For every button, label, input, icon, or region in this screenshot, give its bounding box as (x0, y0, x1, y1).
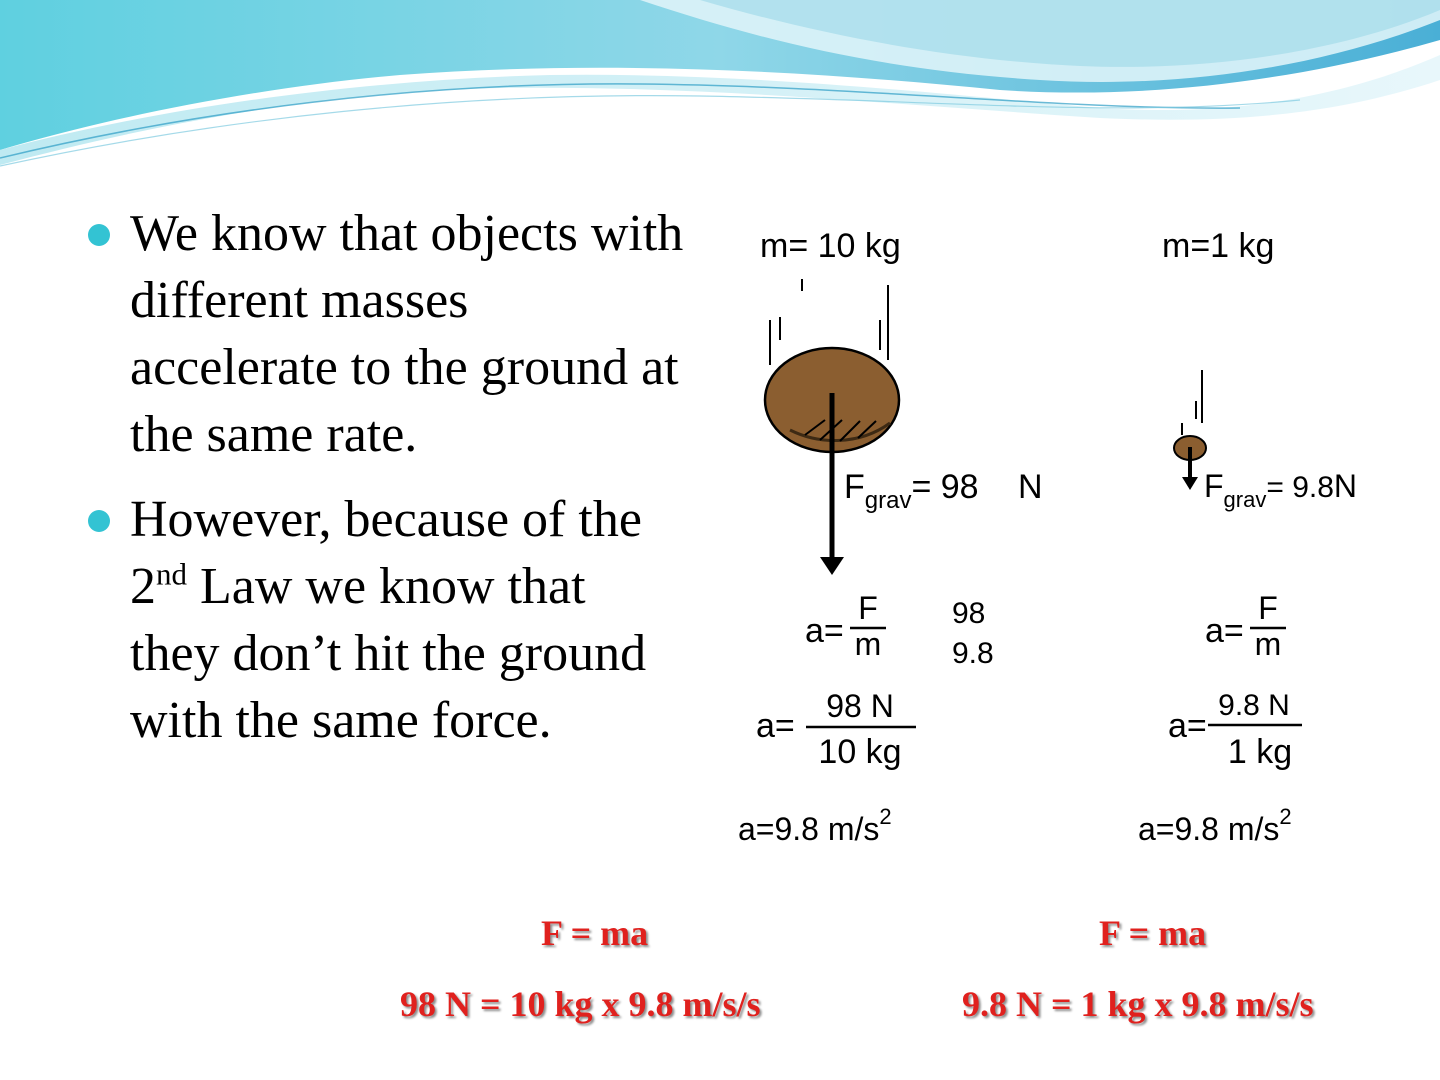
right-substitution-numerator: 9.8 N (1218, 689, 1290, 722)
small-rock-icon (1174, 370, 1206, 460)
left-result: a=9.8 $m/s^2$ (738, 804, 892, 847)
left-formula-lhs: a= (805, 612, 844, 650)
right-equation-title: F = ma (1099, 913, 1207, 953)
left-substitution-lhs: a= (756, 707, 795, 745)
right-substitution-denominator: 1 kg (1227, 733, 1293, 771)
right-mass-label: m=1 kg (1162, 227, 1275, 265)
right-formula-lhs: a= (1205, 612, 1244, 650)
left-equation-title: F = ma (541, 913, 649, 953)
superscript-nd: nd (156, 556, 187, 592)
left-side-numerator: 98 (952, 597, 986, 630)
right-formula-numerator: F (1258, 590, 1278, 626)
bullet-list (88, 200, 697, 754)
left-substitution-numerator: 98 N (826, 688, 894, 724)
right-formula-denominator: m (1254, 626, 1282, 662)
bullet-item (88, 200, 697, 468)
bullet-text-end: Law we know that they don’t hit the ground with the same force. (130, 558, 660, 749)
right-result: a=9.8 $m/s^2$ (1138, 804, 1292, 847)
bullet-text: We know that objects with different masses accelerate to the ground at the same rate. (130, 205, 697, 463)
left-substitution-denominator: 10 kg (818, 733, 902, 771)
right-force-label: $F_{grav}= 9.8N$ (1204, 468, 1358, 512)
falling-rocks-diagram (720, 195, 1380, 865)
left-force-label: $F_{grav}= 98$ (844, 468, 979, 514)
left-force-unit: N (1018, 468, 1043, 506)
right-equation-values: 9.8 N = 1 kg x 9.8 m/s/s (962, 984, 1314, 1024)
bullet-dot-icon (88, 510, 110, 532)
header-wave-decoration (0, 0, 1440, 180)
right-substitution-lhs: a= (1168, 707, 1207, 745)
left-mass-label: m= 10 kg (760, 227, 901, 265)
left-equation-values: 98 N = 10 kg x 9.8 m/s/s (400, 984, 761, 1024)
left-side-denominator: 9.8 (952, 637, 994, 670)
bullet-item (88, 486, 688, 754)
bullet-text-start: However, because of the 2 (130, 491, 655, 615)
bullet-dot-icon (88, 224, 110, 246)
left-formula-numerator: F (858, 590, 878, 626)
left-formula-denominator: m (854, 626, 882, 662)
